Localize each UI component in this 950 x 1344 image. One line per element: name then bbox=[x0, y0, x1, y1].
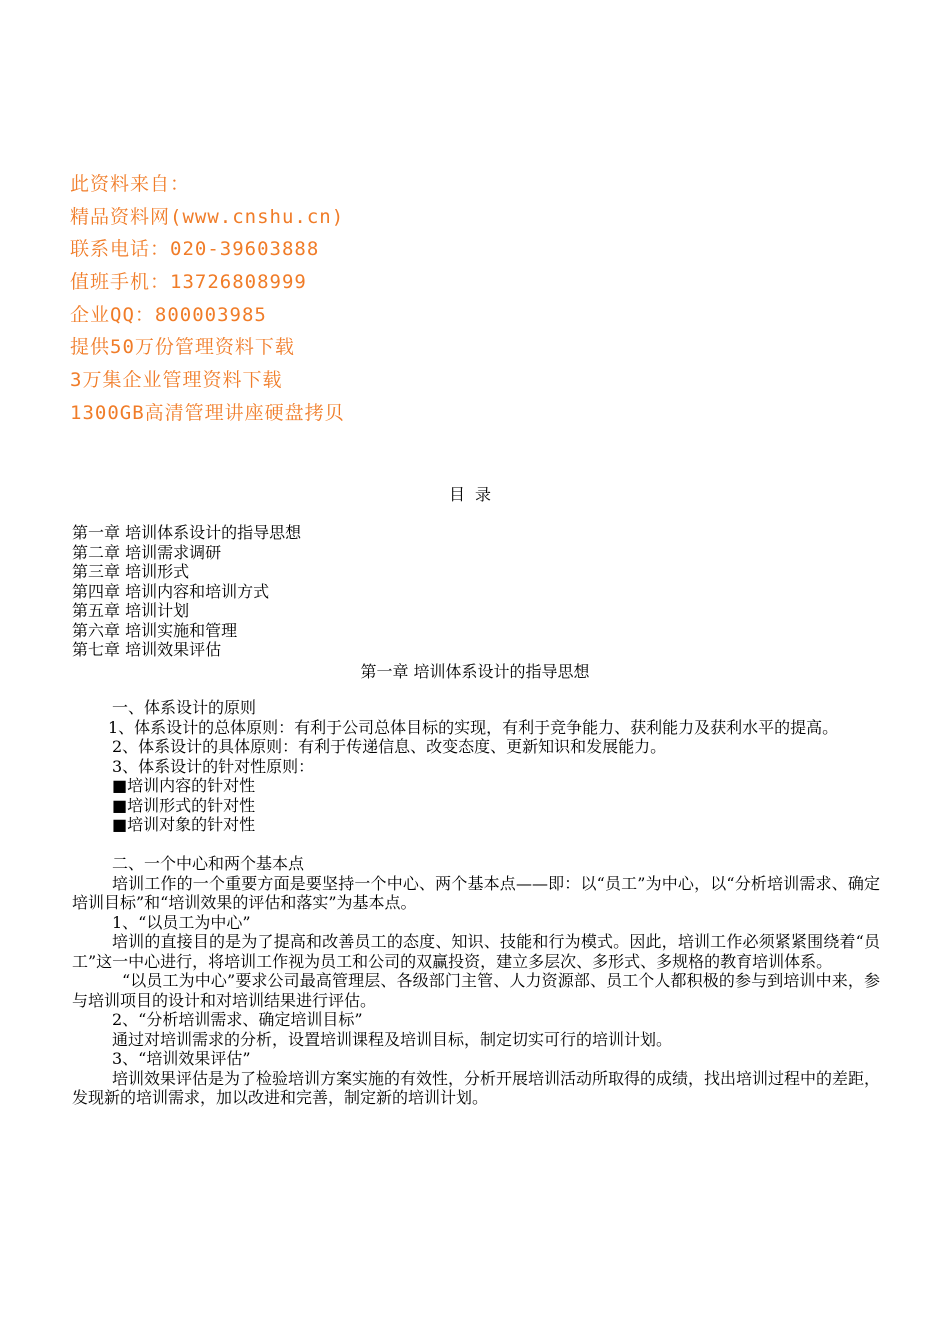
bullet-item: ■培训对象的针对性 bbox=[112, 815, 256, 834]
promo-block bbox=[70, 168, 345, 430]
spacer bbox=[72, 835, 880, 855]
subsection-heading: 3、“培训效果评估” bbox=[112, 1049, 251, 1068]
paragraph: 培训工作的一个重要方面是要坚持一个中心、两个基本点——即：以“员工”为中心，以“分析培训需求、确定培训目标”和“培训效果的评估和落实”为基本点。 bbox=[72, 873, 880, 912]
promo-line-offer-3: 1300GB高清管理讲座硬盘拷贝 bbox=[70, 401, 345, 424]
promo-line-phone: 联系电话：020-39603888 bbox=[70, 238, 320, 261]
toc-item: 第二章 培训需求调研 bbox=[72, 542, 222, 562]
paragraph: 培训的直接目的是为了提高和改善员工的态度、知识、技能和行为模式。因此，培训工作必须紧紧围绕着“员工”这一中心进行，将培训工作视为员工和公司的双赢投资，建立多层次、多形式、多规格的教育培训体系。 bbox=[72, 932, 880, 971]
toc-item: 第三章 培训形式 bbox=[72, 562, 190, 581]
bullet-item: ■培训内容的针对性 bbox=[112, 776, 256, 795]
bullet-item: ■培训形式的针对性 bbox=[112, 795, 256, 815]
promo-line-offer-1: 提供50万份管理资料下载 bbox=[70, 336, 295, 359]
toc-title: 目录 bbox=[448, 485, 501, 504]
chapter-body bbox=[72, 698, 880, 1108]
promo-line-mobile: 值班手机：13726808999 bbox=[70, 271, 307, 294]
promo-line-qq: 企业QQ：800003985 bbox=[70, 303, 267, 326]
paragraph: “以员工为中心”要求公司最高管理层、各级部门主管、人力资源部、员工个人都积极的参与到培训中来，参与培训项目的设计和对培训结果进行评估。 bbox=[72, 971, 880, 1010]
promo-line-website: 精品资料网(www.cnshu.cn) bbox=[70, 205, 345, 228]
section-heading: 二、一个中心和两个基本点 bbox=[112, 854, 305, 873]
paragraph: 培训效果评估是为了检验培训方案实施的有效性，分析开展培训活动所取得的成绩，找出培训过程中的差距，发现新的培训需求，加以改进和完善，制定新的培训计划。 bbox=[72, 1068, 881, 1107]
toc-item: 第四章 培训内容和培训方式 bbox=[72, 581, 270, 601]
toc-item: 第五章 培训计划 bbox=[72, 601, 190, 620]
paragraph: 1、体系设计的总体原则：有利于公司总体目标的实现，有利于竞争能力、获利能力及获利水平的提高。 bbox=[108, 717, 839, 737]
paragraph: 3、体系设计的针对性原则： bbox=[112, 756, 315, 776]
paragraph: 2、体系设计的具体原则：有利于传递信息、改变态度、更新知识和发展能力。 bbox=[112, 737, 667, 756]
paragraph: 通过对培训需求的分析，设置培训课程及培训目标，制定切实可行的培训计划。 bbox=[112, 1029, 673, 1049]
table-of-contents bbox=[72, 523, 301, 660]
subsection-heading: 1、“以员工为中心” bbox=[112, 912, 251, 932]
chapter-title: 第一章 培训体系设计的指导思想 bbox=[360, 662, 590, 681]
toc-item: 第六章 培训实施和管理 bbox=[72, 620, 238, 640]
toc-item: 第七章 培训效果评估 bbox=[72, 640, 222, 659]
promo-line-source: 此资料来自： bbox=[70, 173, 191, 195]
toc-item: 第一章 培训体系设计的指导思想 bbox=[72, 523, 302, 542]
promo-line-offer-2: 3万集企业管理资料下载 bbox=[70, 369, 283, 392]
section-heading: 一、体系设计的原则 bbox=[112, 698, 257, 717]
subsection-heading: 2、“分析培训需求、确定培训目标” bbox=[112, 1010, 363, 1029]
